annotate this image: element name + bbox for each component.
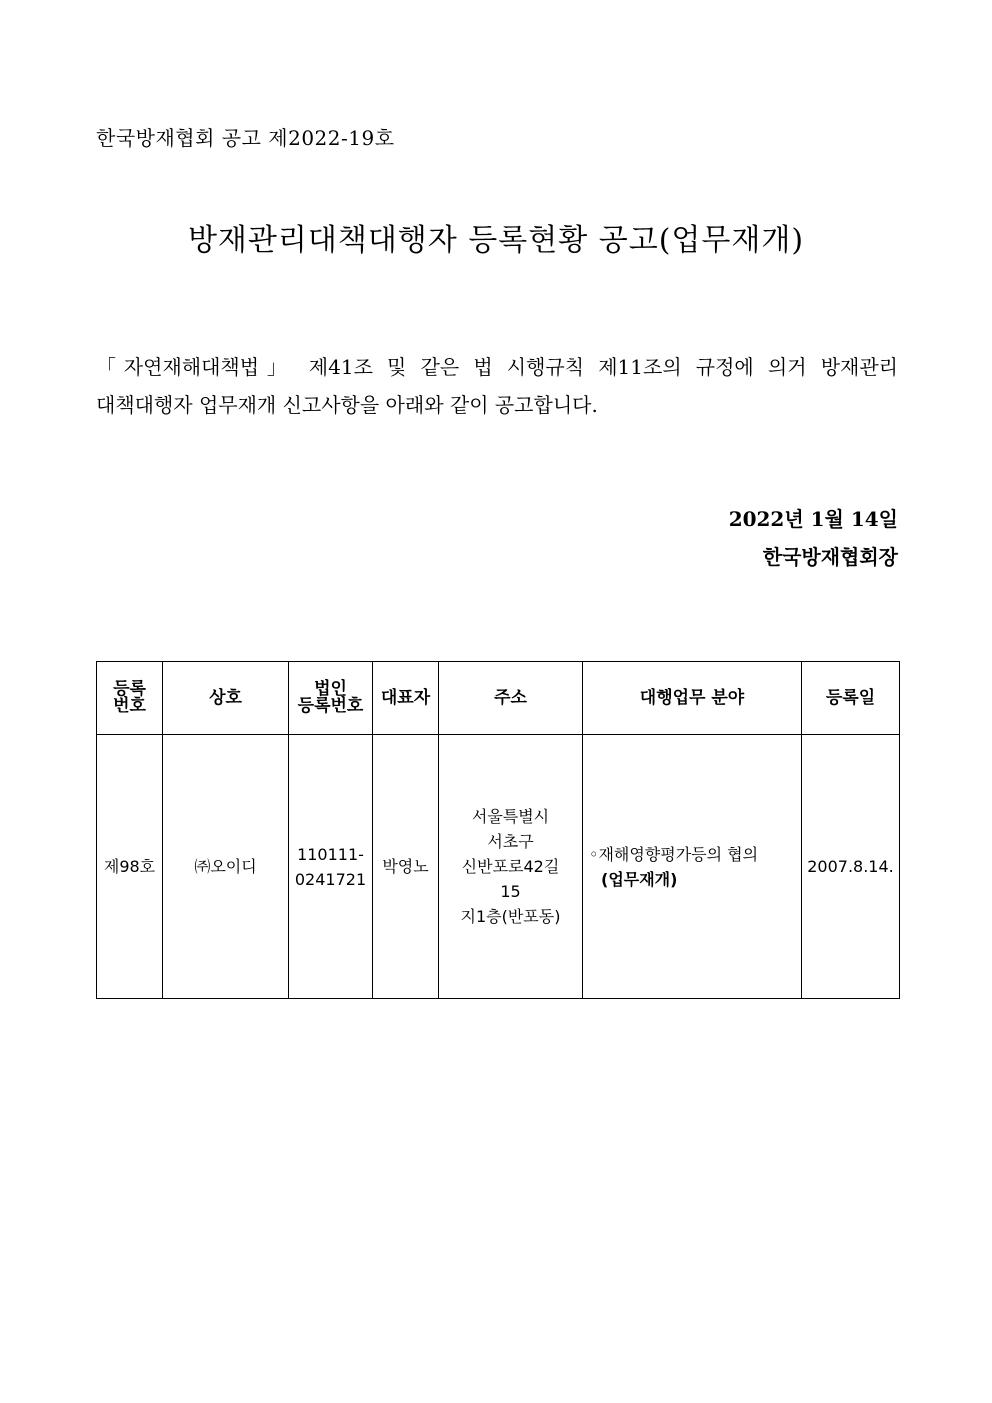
header-corp-no-line-2: 등록번호 [297, 696, 364, 716]
corp-no-line-2: 0241721 [294, 869, 367, 889]
cell-company: ㈜오이디 [163, 735, 289, 999]
address-line-2: 서초구 [487, 832, 534, 851]
registration-table [96, 661, 900, 999]
notice-number: 한국방재협회 공고 제2022-19호 [96, 126, 395, 150]
cell-representative: 박영노 [373, 735, 439, 999]
body-paragraph [96, 348, 898, 424]
address-line-4: 15 [500, 882, 521, 901]
cell-registration-date: 2007.8.14. [802, 735, 900, 999]
corp-no-line-1: 110111- [297, 844, 364, 864]
address-line-3: 신반포로42길 [461, 857, 560, 876]
address-line-5: 지1층(반포동) [460, 907, 561, 926]
business-field-status: (업무재개) [601, 869, 678, 889]
cell-reg-no: 제98호 [97, 735, 163, 999]
header-business-field: 대행업무 분야 [583, 662, 802, 735]
business-field-text: ◦재해영향평가등의 협의 [589, 844, 759, 864]
header-company: 상호 [163, 662, 289, 735]
header-reg-no [97, 662, 163, 735]
document-title: 방재관리대책대행자 등록현황 공고(업무재개) [187, 223, 805, 258]
header-reg-no-line-2: 번호 [113, 696, 146, 716]
cell-business-field [583, 735, 802, 999]
cell-corp-no [289, 735, 373, 999]
header-registration-date: 등록일 [802, 662, 900, 735]
table-row [97, 735, 900, 999]
header-address: 주소 [439, 662, 583, 735]
header-reg-no-line-1: 등록 [113, 679, 146, 699]
table-header-row [97, 662, 900, 735]
body-line-2: 대책대행자 업무재개 신고사항을 아래와 같이 공고합니다. [96, 393, 598, 417]
header-representative: 대표자 [373, 662, 439, 735]
body-line-1: 「자연재해대책법」 제41조 및 같은 법 시행규칙 제11조의 규정에 의거 방재관리 [96, 355, 898, 379]
address-line-1: 서울특별시 [471, 807, 550, 826]
issuer-name: 한국방재협회장 [762, 545, 898, 569]
header-corp-no [289, 662, 373, 735]
notice-date: 2022년 1월 14일 [728, 507, 898, 531]
header-corp-no-line-1: 법인 [314, 679, 347, 699]
cell-address [439, 735, 583, 999]
